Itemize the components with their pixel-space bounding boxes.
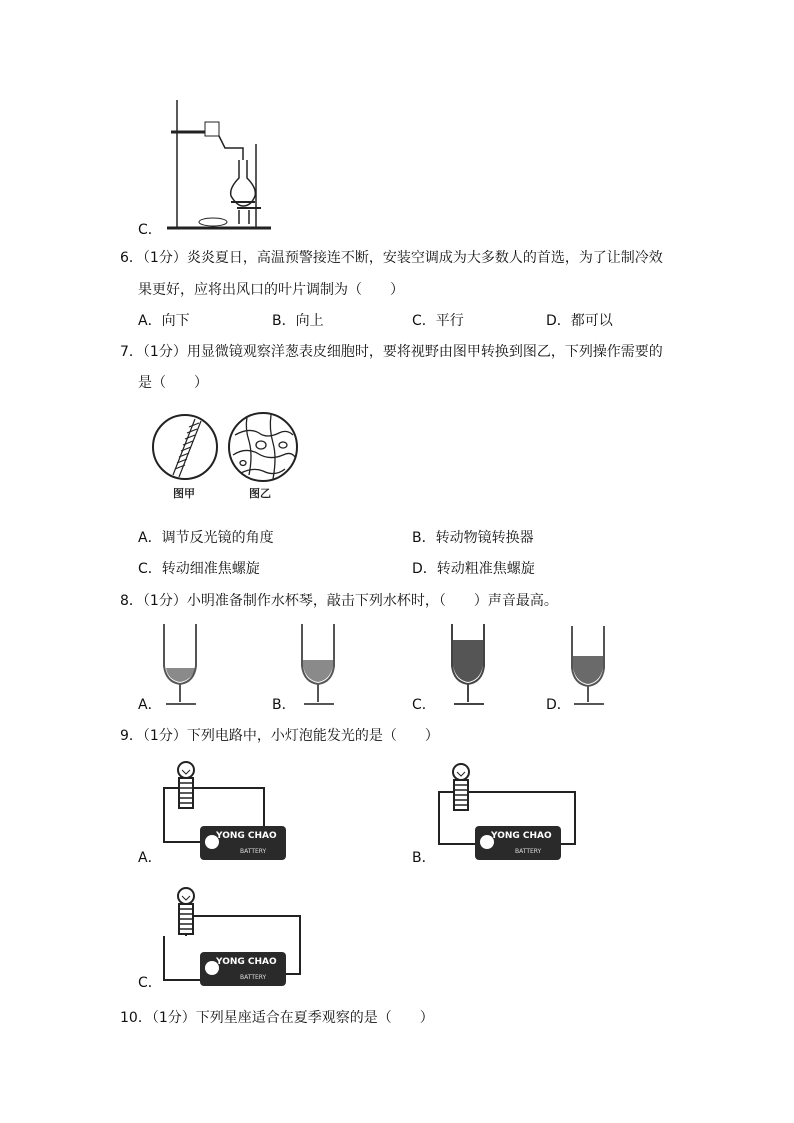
q7-option-b[interactable]: B．转动物镜转换器 xyxy=(412,530,534,546)
q7-option-c[interactable]: C．转动细准焦螺旋 xyxy=(138,561,260,577)
glass-a xyxy=(160,622,204,708)
svg-text:BATTERY: BATTERY xyxy=(240,848,267,855)
battery-a xyxy=(200,826,286,860)
q8-option-a[interactable]: A． xyxy=(138,697,162,713)
q6-stem-line2: 果更好，应将出风口的叶片调制为（ ） xyxy=(138,282,404,298)
q7-stem-line1: 7．（1分）用显微镜观察洋葱表皮细胞时，要将视野由图甲转换到图乙，下列操作需要的 xyxy=(120,344,663,360)
q7-option-d[interactable]: D．转动粗准焦螺旋 xyxy=(412,561,535,577)
svg-text:YONG CHAO: YONG CHAO xyxy=(491,831,552,841)
q10-stem-line1: 10．（1分）下列星座适合在夏季观察的是（ ） xyxy=(120,1010,434,1026)
q9-option-a[interactable]: A． xyxy=(138,850,162,866)
svg-text:BATTERY: BATTERY xyxy=(240,974,267,981)
q8-option-c[interactable]: C． xyxy=(412,697,436,713)
circuit-c xyxy=(160,884,305,990)
view-jia-circle xyxy=(153,415,217,479)
q9-option-c[interactable]: C． xyxy=(138,975,162,991)
q8-stem-line1: 8．（1分）小明准备制作水杯琴，敲击下列水杯时，（ ）声音最高。 xyxy=(120,593,558,609)
q6-stem-line1: 6．（1分）炎炎夏日，高温预警接连不断，安装空调成为大多数人的首选，为了让制冷效 xyxy=(120,250,663,266)
svg-text:YONG CHAO: YONG CHAO xyxy=(216,831,277,841)
distillation-apparatus-figure xyxy=(165,96,275,232)
battery-c xyxy=(200,952,286,986)
battery-b xyxy=(475,826,561,860)
q9-option-b[interactable]: B． xyxy=(412,850,436,866)
circuit-a xyxy=(160,758,292,864)
fig-label-jia: 图甲 xyxy=(173,487,195,500)
q5-option-c[interactable]: C． xyxy=(138,222,162,238)
svg-text:YONG CHAO: YONG CHAO xyxy=(216,957,277,967)
glass-c xyxy=(448,622,492,708)
q7-stem-line2: 是（ ） xyxy=(138,375,208,391)
fig-label-yi: 图乙 xyxy=(249,487,271,500)
q6-option-a[interactable]: A．向下 xyxy=(138,313,190,329)
q8-option-d[interactable]: D． xyxy=(546,697,571,713)
q7-option-a[interactable]: A．调节反光镜的角度 xyxy=(138,530,274,546)
svg-text:BATTERY: BATTERY xyxy=(515,848,542,855)
circuit-b xyxy=(435,760,580,864)
q6-option-d[interactable]: D．都可以 xyxy=(546,313,613,329)
q6-option-b[interactable]: B．向上 xyxy=(272,313,324,329)
view-yi-circle xyxy=(229,413,297,481)
glass-b xyxy=(298,622,342,708)
glass-d xyxy=(568,624,612,708)
microscope-view-figure xyxy=(145,405,310,505)
q6-option-c[interactable]: C．平行 xyxy=(412,313,464,329)
q8-option-b[interactable]: B． xyxy=(272,697,296,713)
q9-stem-line1: 9．（1分）下列电路中，小灯泡能发光的是（ ） xyxy=(120,728,439,744)
